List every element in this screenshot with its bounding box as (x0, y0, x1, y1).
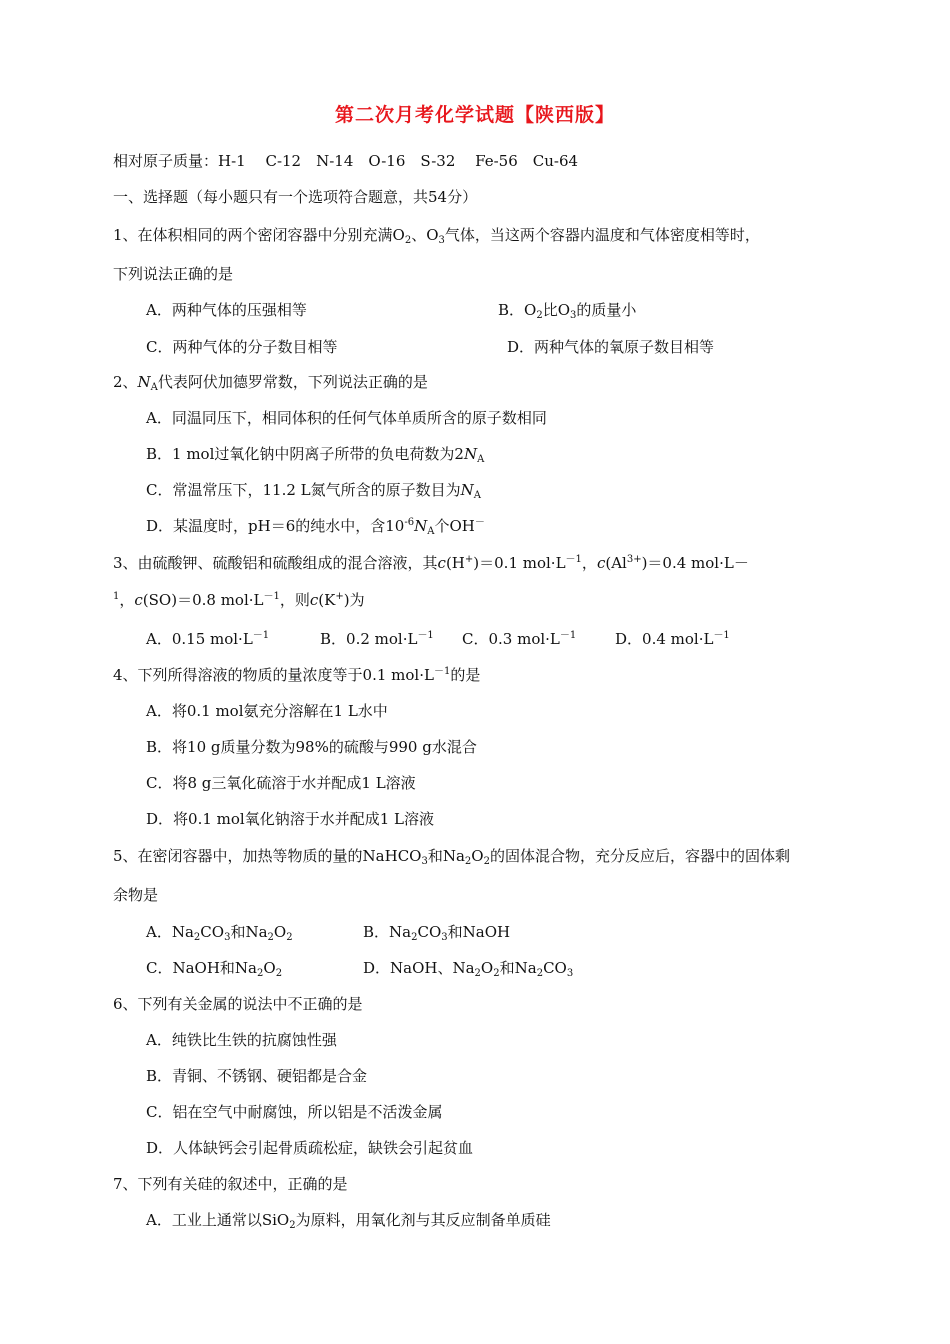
question-3-option-a: A．0.15 $mol\cdot L^{-1}$ (146, 630, 270, 648)
question-3-option-c: C．0.3 $mol\cdot L^{-1}$ (462, 630, 577, 648)
question-4-option-b: B．将10 g质量分数为98%的硫酸与990 g水混合 (146, 738, 477, 756)
question-3-stem-cont: $^1$，c(SO)＝0.8 $mol\cdot L^{-1}$，则c(K+)为 (113, 591, 365, 609)
question-2-stem: 2、$N_A$代表阿伏加德罗常数，下列说法正确的是 (113, 373, 428, 393)
question-2-option-b: B．1 mol过氧化钠中阴离子所带的负电荷数为$2N_A$ (146, 445, 485, 465)
question-3-option-b: B．0.2 $mol\cdot L^{-1}$ (320, 630, 434, 648)
question-4-option-a: A．将0.1 mol氨充分溶解在1 L水中 (146, 702, 388, 720)
question-1-stem-cont: 下列说法正确的是 (113, 265, 234, 283)
question-6-option-d: D．人体缺钙会引起骨质疏松症，缺铁会引起贫血 (146, 1139, 474, 1157)
question-3-option-d: D．0.4 $mol\cdot L^{-1}$ (615, 630, 730, 648)
question-4-option-d: D．将0.1 mol氧化钠溶于水并配成1 L溶液 (146, 810, 434, 828)
question-7-option-a: A．工业上通常以SiO$_2$为原料，用氧化剂与其反应制备单质硅 (146, 1211, 551, 1231)
question-4-option-c: C．将8 g三氧化硫溶于水并配成1 L溶液 (146, 774, 416, 792)
question-6-option-c: C．铝在空气中耐腐蚀，所以铝是不活泼金属 (146, 1103, 443, 1121)
question-7-stem: 7、下列有关硅的叙述中，正确的是 (113, 1175, 348, 1193)
question-2-option-a: A．同温同压下，相同体积的任何气体单质所含的原子数相同 (146, 409, 547, 427)
question-5-option-d: D．NaOH、$Na_2O_2$和$Na_2CO_3$ (363, 959, 574, 979)
question-1-option-b: B．$O_2$比$O_3$的质量小 (498, 301, 637, 321)
section-heading: 一、选择题（每小题只有一个选项符合题意，共54分） (113, 188, 478, 206)
page-title: 第二次月考化学试题【陕西版】 (334, 104, 615, 126)
question-5-option-a: A．$Na_2CO_3$和$Na_2O_2$ (146, 923, 293, 943)
question-2-option-d: D．某温度时，pH＝6的纯水中，含$10^{-6}N_A$个OH－ (146, 517, 485, 537)
question-6-option-b: B．青铜、不锈钢、硬铝都是合金 (146, 1067, 368, 1085)
question-6-option-a: A．纯铁比生铁的抗腐蚀性强 (146, 1031, 337, 1049)
question-5-option-b: B．$Na_2CO_3$和NaOH (363, 923, 511, 943)
question-1-stem: 1、在体积相同的两个密闭容器中分别充满$O_2$、$O_3$气体，当这两个容器内温度和气体密度相等时， (113, 226, 760, 246)
question-1-option-d: D．两种气体的氧原子数目相等 (507, 338, 715, 356)
question-5-option-c: C．NaOH和$Na_2O_2$ (146, 959, 283, 979)
question-5-stem: 5、在密闭容器中，加热等物质的量的NaHCO$_3$和$Na_2O_2$的固体混合物，充分反应后，容器中的固体剩 (113, 847, 790, 867)
question-4-stem: 4、下列所得溶液的物质的量浓度等于0.1 $mol\cdot L^{-1}$的是 (113, 666, 481, 684)
question-2-option-c: C．常温常压下，11.2 L氮气所含的原子数目为$N_A$ (146, 481, 481, 501)
question-1-option-a: A．两种气体的压强相等 (146, 301, 307, 319)
question-3-stem: 3、由硫酸钾、硫酸铝和硫酸组成的混合溶液，其c(H+)＝0.1 $mol\cdot L^{-1}$，$c(Al^{3+})=0.4$ mol·L－ (113, 554, 749, 572)
question-1-option-c: C．两种气体的分子数目相等 (146, 338, 338, 356)
question-6-stem: 6、下列有关金属的说法中不正确的是 (113, 995, 363, 1013)
atomic-mass-line: 相对原子质量：H-1 C-12 N-14 O-16 S-32 Fe-56 Cu-64 (113, 152, 579, 170)
question-5-stem-cont: 余物是 (113, 886, 159, 904)
